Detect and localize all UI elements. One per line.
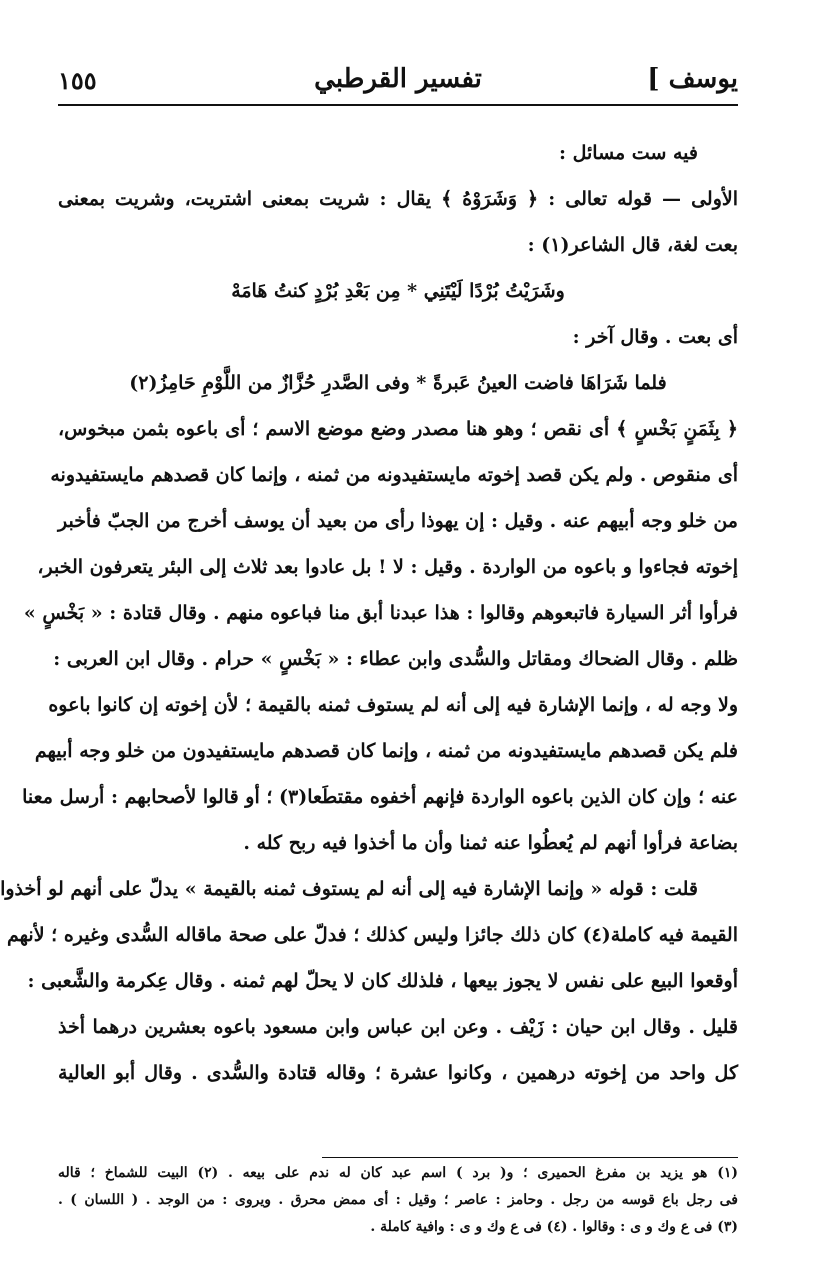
page-number: ١٥٥ [58, 66, 97, 95]
text-line: فلم يكن قصدهم مايستفيدونه من ثمنه ، وإنما كان قصدهم مايستفيدون من خلو وجه أبيهم [34, 740, 738, 762]
text-line: الأولى — قوله تعالى : ﴿ وَشَرَوْهُ ﴾ يقال : شريت بمعنى اشتريت، وشريت بمعنى [58, 188, 738, 210]
footnote-line: (٣) فى ع وك و ى : وقالوا . (٤) فى ع وك و ى : وافية كاملة . [370, 1219, 738, 1235]
text-line: بعت لغة، قال الشاعر(١) : [527, 234, 738, 256]
text-line: أوقعوا البيع على نفس لا يجوز بيعها ، فلذلك كان لا يحلّ لهم ثمنه . وقال عِكرمة والشَّعبى : [27, 970, 738, 992]
text-line: القيمة فيه كاملة(٤) كان ذلك جائزا وليس كذلك ؛ فدلّ على صحة ماقاله السُّدى وغيره ؛ لأنهم [7, 924, 738, 946]
text-line: ظلم . وقال الضحاك ومقاتل والسُّدى وابن عطاء : « بَخْسٍ » حرام . وقال ابن العربى : [53, 648, 738, 670]
text-line: عنه ؛ وإن كان الذين باعوه الواردة فإنهم أخفوه مقتطَعا(٣) ؛ أو قالوا لأصحابهم : أرسل معنا [22, 786, 738, 808]
text-line: من خلو وجه أبيهم عنه . وقيل : إن يهوذا رأى من بعيد أن يوسف أخرج من الجبّ فأخبر [58, 510, 738, 532]
footnote-line: فى رجل باع قوسه من رجل . وحامز : عاصر ؛ وقيل : أى ممض محرق . ويروى : من الوجد . ( اللسان ) . [58, 1192, 738, 1208]
text-line: كل واحد من إخوته درهمين ، وكانوا عشرة ؛ وقاله قتادة والسُّدى . وقال أبو العالية [58, 1062, 738, 1084]
text-line: أى منقوص . ولم يكن قصد إخوته مايستفيدونه من ثمنه ، وإنما كان قصدهم مايستفيدونه [50, 464, 738, 486]
text-line: فرأوا أثر السيارة فاتبعوهم وقالوا : هذا عبدنا أبق منا فباعوه منهم . وقال قتادة : « بَخْسٍ » [23, 602, 738, 624]
poetry-line: وشَرَيْتُ بُرْدًا لَيْتَنِي * مِن بَعْدِ بُرْدٍ كنتُ هَامَهْ [231, 280, 565, 302]
header-rule [58, 104, 738, 106]
text-line: ولا وجه له ، وإنما الإشارة فيه إلى أنه لم يستوف ثمنه بالقيمة ؛ لأن إخوته إن كانوا باعوه [48, 694, 738, 716]
text-line: أى بعت . وقال آخر : [572, 326, 738, 348]
body-text [0, 142, 738, 1108]
poetry-line: فلما شَرَاهَا فاضت العينُ عَبرةً * وفى الصَّدرِ حُزَّازٌ من اللَّوْمِ حَامِزُ(٢) [129, 372, 667, 394]
page-header [58, 62, 738, 102]
text-line: قلت : قوله « وإنما الإشارة فيه إلى أنه لم يستوف ثمنه بالقيمة » يدلّ على أنهم لو أخذوا [0, 878, 698, 900]
footnote-line: (١) هو يزيد بن مفرغ الحميرى ؛ و( برد ) اسم عبد كان له ندم على بيعه . (٢) البيت للشماخ ؛ قاله [58, 1165, 738, 1181]
text-line: ﴿ بِثَمَنٍ بَخْسٍ ﴾ أى نقص ؛ وهو هنا مصدر وضع موضع الاسم ؛ أى باعوه بثمن مبخوس، [58, 418, 738, 440]
text-line: قليل . وقال ابن حيان : زَيْف . وعن ابن عباس وابن مسعود باعوه بعشرين درهما أخذ [58, 1016, 738, 1038]
text-line: إخوته فجاءوا و باعوه من الواردة . وقيل : لا ! بل عادوا بعد ثلاث إلى البئر يتعرفون الخبر، [37, 556, 738, 578]
text-line: بضاعة فرأوا أنهم لم يُعطُوا عنه ثمنا وأن ما أخذوا فيه ربح كله . [243, 832, 738, 854]
text-line: فيه ست مسائل : [558, 142, 698, 164]
chapter-title: يوسف ] [647, 64, 738, 94]
footnotes [58, 1160, 738, 1241]
footnote-rule [322, 1157, 738, 1158]
book-title: تفسير القرطبي [314, 64, 482, 94]
